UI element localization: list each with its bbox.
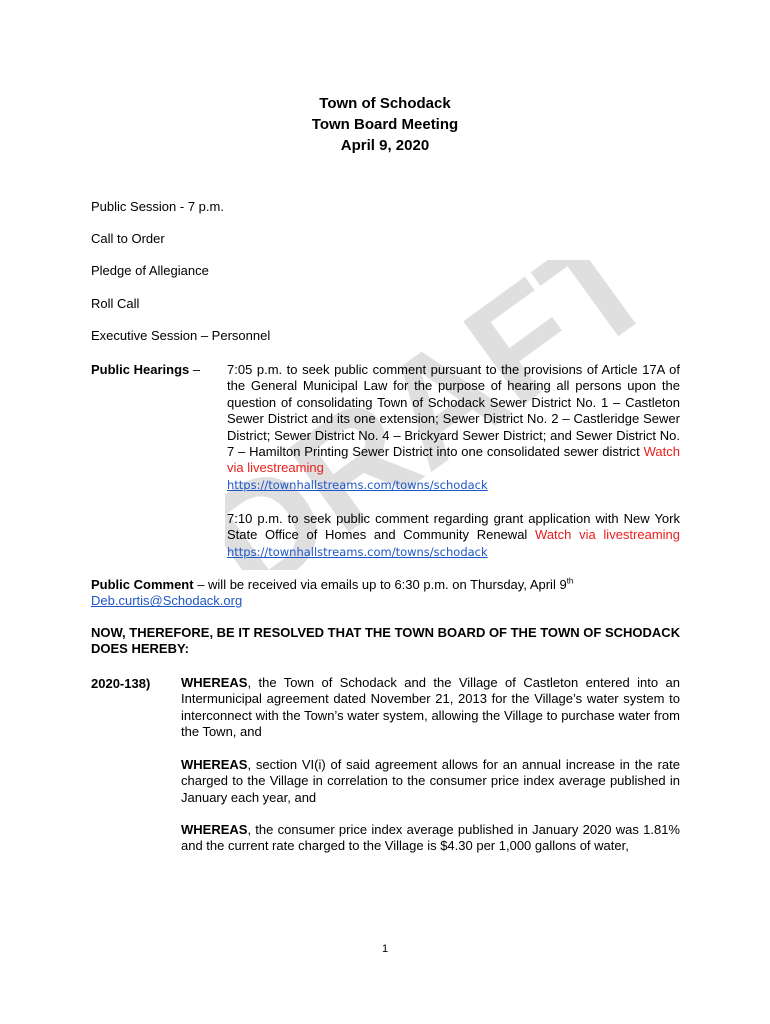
hearing-1-link[interactable]: https://townhallstreams.com/towns/schodack [227, 477, 488, 492]
document-title [0, 93, 770, 156]
resolution-number: 2020-138) [91, 676, 151, 691]
page-number: 1 [381, 943, 389, 955]
whereas-paragraph-2 [181, 757, 680, 806]
roll-call: Roll Call [91, 296, 140, 311]
title-date: April 9, 2020 [340, 137, 430, 154]
title-town: Town of Schodack [319, 95, 451, 112]
public-hearings-label-text: Public Hearings [91, 362, 190, 377]
title-meeting: Town Board Meeting [311, 116, 459, 133]
hearing-2 [227, 511, 680, 560]
hearing-2-text: 7:10 p.m. to seek public comment regarding grant application with New York State Office of Homes and Community Renewal [227, 511, 680, 543]
draft-watermark-text: DRAFT [225, 260, 645, 570]
public-comment-label: Public Comment [91, 577, 194, 592]
pledge-of-allegiance: Pledge of Allegiance [91, 263, 209, 278]
whereas-text-2: , section VI(i) of said agreement allows for an annual increase in the rate charged to the Village in correlation to the consumer price index average published in January each year, and [181, 757, 680, 805]
hearing-1-watch: Watch via livestreaming [227, 444, 680, 476]
public-comment-email[interactable]: Deb.curtis@Schodack.org [91, 593, 243, 609]
whereas-label-1: WHEREAS [181, 675, 248, 690]
whereas-paragraph-1 [181, 675, 680, 741]
public-hearings-label [91, 362, 200, 377]
public-hearings-dash: – [189, 362, 201, 377]
hearing-2-watch: Watch via livestreaming [535, 527, 680, 543]
hearing-2-link[interactable]: https://townhallstreams.com/towns/schodack [227, 544, 488, 559]
public-session: Public Session - 7 p.m. [91, 199, 224, 214]
resolved-heading: NOW, THEREFORE, BE IT RESOLVED THAT THE TOWN BOARD OF THE TOWN OF SCHODACK DOES HEREBY: [91, 625, 681, 656]
hearing-1 [227, 362, 680, 493]
hearing-1-text: 7:05 p.m. to seek public comment pursuant to the provisions of Article 17A of the General Municipal Law for the purpose of hearing all persons upon the question of consolidating Town of Schodack Sewer District No. 1 – Castleton Sewer District and its one extension; Sewer District No. 2 – Castleridge Sewer District; Sewer District No. 4 – Brickyard Sewer District; and Sewer District No. 7 – Hamilton Printing Sewer District into one consolidated sewer district [227, 362, 680, 460]
public-comment [91, 577, 691, 610]
public-comment-text: – will be received via emails up to 6:30 p.m. on Thursday, April 9 [193, 577, 567, 592]
public-comment-sup: th [566, 576, 574, 586]
whereas-text-1: , the Town of Schodack and the Village of Castleton entered into an Intermunicipal agreement dated November 21, 2013 for the Village’s water system to interconnect with the Town’s water system, allowing the Village to purchase water from the Town, and [181, 675, 680, 740]
whereas-paragraph-3 [181, 822, 680, 855]
whereas-text-3: , the consumer price index average published in January 2020 was 1.81% and the current rate charged to the Village is $4.30 per 1,000 gallons of water, [181, 822, 680, 854]
whereas-label-3: WHEREAS [181, 822, 248, 837]
call-to-order: Call to Order [91, 231, 165, 246]
executive-session: Executive Session – Personnel [91, 328, 271, 343]
whereas-label-2: WHEREAS [181, 757, 248, 772]
